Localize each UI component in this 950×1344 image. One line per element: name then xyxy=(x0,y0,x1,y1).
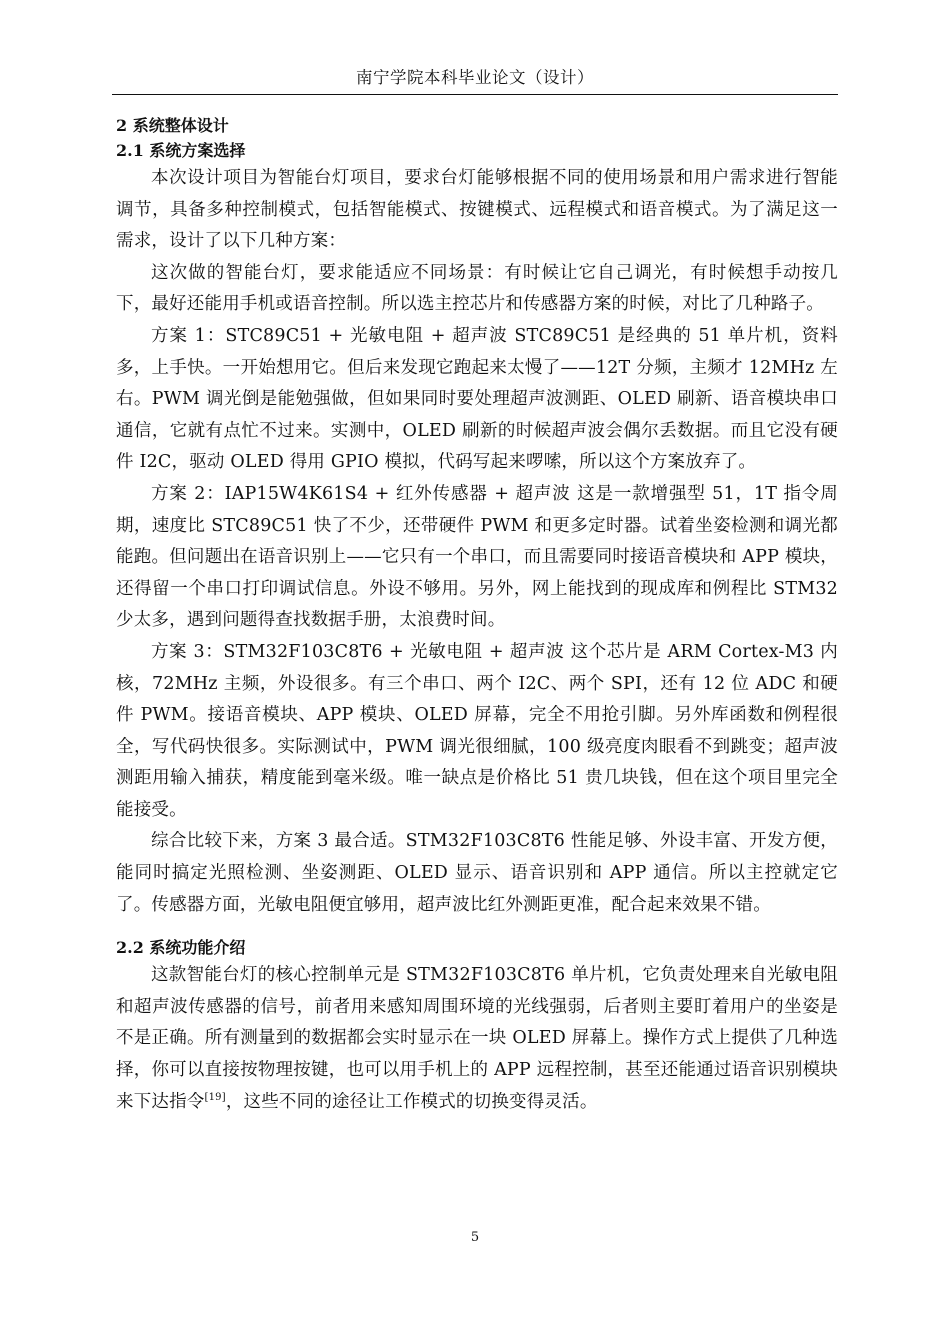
page-body xyxy=(116,113,838,1118)
subsection-heading-2-1: 2.1 系统方案选择 xyxy=(116,141,246,160)
paragraph: 本次设计项目为智能台灯项目，要求台灯能够根据不同的使用场景和用户需求进行智能调节，具备多种控制模式，包括智能模式、按键模式、远程模式和语音模式。为了满足这一需求，设计了以下几种方案： xyxy=(116,168,838,252)
running-header: 南宁学院本科毕业论文（设计） xyxy=(356,68,594,87)
paragraph: 方案 2：IAP15W4K61S4 + 红外传感器 + 超声波 这是一款增强型 51，1T 指令周期，速度比 STC89C51 快了不少，还带硬件 PWM 和更多定时器。试着坐姿检测和调光都能跑。但问题出在语音识别上——它只有一个串口，而且需要同时接语音模块和 APP 模块，还得留一个串口打印调试信息。外设不够用。另外，网上能找到的现成库和例程比 STM32 少太多，遇到问题得查找数据手册，太浪费时间。 xyxy=(116,483,838,631)
paragraph-text: 这款智能台灯的核心控制单元是 STM32F103C8T6 单片机，它负责处理来自光敏电阻和超声波传感器的信号，前者用来感知周围环境的光线强弱，后者则主要盯着用户的坐姿是不是正确。所有测量到的数据都会实时显示在一块 OLED 屏幕上。操作方式上提供了几种选择，你可以直接按物理按键，也可以用手机上的 APP 远程控制，甚至还能通过语音识别模块来下达指令 xyxy=(116,965,838,1112)
paragraph: 方案 3：STM32F103C8T6 + 光敏电阻 + 超声波 这个芯片是 ARM Cortex-M3 内核，72MHz 主频，外设很多。有三个串口、两个 I2C、两个 SPI，还有 12 位 ADC 和硬件 PWM。接语音模块、APP 模块、OLED 屏幕，完全不用抢引脚。另外库函数和例程很全，写代码快很多。实际测试中，PWM 调光很细腻，100 级亮度肉眼看不到跳变；超声波测距用输入捕获，精度能到毫米级。唯一缺点是价格比 51 贵几块钱，但在这个项目里完全能接受。 xyxy=(116,641,838,820)
page-number: 5 xyxy=(470,1230,480,1245)
paragraph-text: ，这些不同的途径让工作模式的切换变得灵活。 xyxy=(225,1091,598,1112)
paragraph: 方案 1：STC89C51 + 光敏电阻 + 超声波 STC89C51 是经典的 51 单片机，资料多，上手快。一开始想用它。但后来发现它跑起来太慢了——12T 分频，主频才 12MHz 左右。PWM 调光倒是能勉强做，但如果同时要处理超声波测距、OLED 刷新、语音模块串口通信，它就有点忙不过来。实测中，OLED 刷新的时候超声波会偶尔丢数据。而且它没有硬件 I2C，驱动 OLED 得用 GPIO 模拟，代码写起来啰嗦，所以这个方案放弃了。 xyxy=(116,325,838,473)
paragraph: 这次做的智能台灯，要求能适应不同场景：有时候让它自己调光，有时候想手动按几下，最好还能用手机或语音控制。所以选主控芯片和传感器方案的时候，对比了几种路子。 xyxy=(116,262,838,315)
paragraph: 综合比较下来，方案 3 最合适。STM32F103C8T6 性能足够、外设丰富、开发方便，能同时搞定光照检测、坐姿测距、OLED 显示、语音识别和 APP 通信。所以主控就定它了。传感器方面，光敏电阻便宜够用，超声波比红外测距更准，配合起来效果不错。 xyxy=(116,831,838,915)
citation-ref[interactable]: [19] xyxy=(204,1091,226,1103)
section-spacer xyxy=(116,921,838,935)
subsection-heading-2-2: 2.2 系统功能介绍 xyxy=(116,938,246,958)
section-heading: 2 系统整体设计 xyxy=(116,116,229,135)
paragraph xyxy=(116,960,838,1118)
header-rule xyxy=(112,94,838,95)
